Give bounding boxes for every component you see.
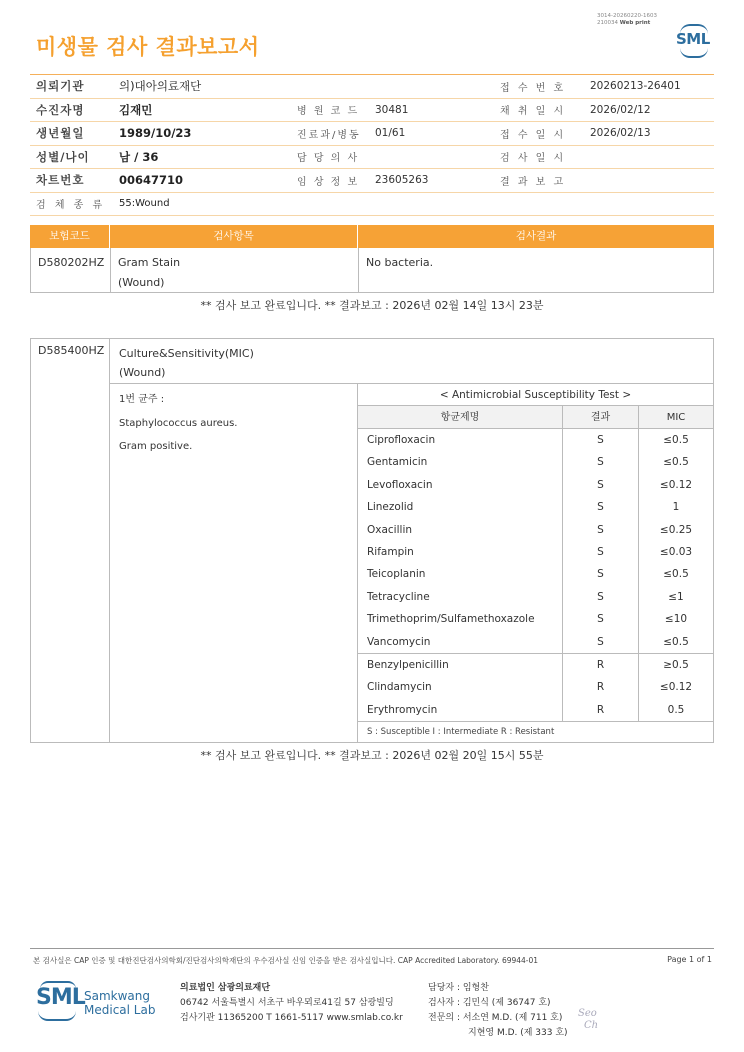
info-label-3: 채 취 일 시 — [500, 106, 566, 118]
test-item — [111, 248, 359, 292]
results-header — [30, 225, 714, 248]
logo-name-2: Medical Lab — [84, 1003, 156, 1017]
ast-drug: Levofloxacin — [358, 474, 563, 496]
header-result: 검사결과 — [515, 230, 557, 242]
ast-drug: Benzylpenicillin — [358, 654, 563, 676]
samkwang-logo-mark: SML — [36, 985, 85, 1010]
lab-address — [180, 981, 403, 1026]
ast-table — [358, 384, 713, 742]
info-value: 의)대아의료재단 — [119, 79, 202, 94]
ast-mic: ≤0.12 — [659, 681, 693, 694]
ast-result: S — [563, 586, 639, 608]
info-value-2: 23605263 — [375, 174, 429, 187]
ast-header-drug: 항균제명 — [358, 406, 563, 428]
info-label-3: 접 수 일 시 — [500, 129, 566, 141]
ast-mic: ≤0.5 — [663, 434, 689, 446]
info-value-3: 2026/02/13 — [590, 127, 651, 140]
info-label-2: 병 원 코 드 — [297, 106, 360, 118]
footer-accreditation: 본 검사실은 CAP 인증 및 대한진단검사의학회/진단검사의학재단의 우수검사실 신임 인증을 받은 검사실입니다. CAP Accredited Laboratory. 69944-01 — [33, 956, 539, 965]
info-label-3: 검 사 일 시 — [500, 153, 566, 165]
ast-mic: ≤1 — [668, 590, 684, 603]
patient-info-table — [30, 74, 714, 216]
staff-tester: 검사자 : 김민식 (제 36747 호) — [428, 998, 551, 1008]
ast-drug: Oxacillin — [358, 519, 563, 541]
organism-info — [110, 384, 358, 742]
doc-id-line2a: 210034 — [597, 20, 618, 26]
gram-stain-row — [30, 248, 714, 293]
ast-drug: Gentamicin — [358, 451, 563, 473]
info-value-2: 30481 — [375, 103, 409, 116]
gram-stain-table — [30, 225, 714, 293]
info-value: 남 / 36 — [119, 149, 159, 164]
staff-specialist-1: 전문의 : 서소연 M.D. (제 711 호) — [428, 1013, 563, 1023]
info-row — [30, 75, 714, 99]
footer-divider — [30, 948, 714, 949]
culture-item — [110, 339, 713, 384]
ast-drug: Tetracycline — [358, 586, 563, 608]
ast-header — [358, 406, 713, 429]
report-complete-note-1: ** 검사 보고 완료입니다. ** 결과보고 : 2026년 02월 14일 13시 23분 — [200, 299, 544, 312]
page-number: Page 1 of 1 — [667, 955, 712, 964]
organism-name: Staphylococcus aureus. — [119, 417, 238, 429]
ast-drug: Trimethoprim/Sulfamethoxazole — [358, 608, 563, 630]
info-row — [30, 122, 714, 146]
test-item-specimen: (Wound) — [118, 276, 165, 289]
info-label-3: 결 과 보 고 — [500, 176, 566, 188]
info-label-3: 접 수 번 호 — [500, 82, 566, 94]
info-label-2: 임 상 정 보 — [297, 176, 360, 188]
doc-id-line1: 3014-20260220-1603 — [597, 13, 657, 19]
info-label: 성별/나이 — [36, 149, 90, 164]
address: 06742 서울특별시 서초구 바우뫼로41길 57 삼광빌딩 — [180, 998, 394, 1008]
info-label: 차트번호 — [36, 173, 85, 188]
ast-result: S — [563, 451, 639, 473]
ast-row — [358, 451, 713, 473]
info-value-3: 2026/02/12 — [590, 103, 651, 116]
info-label: 생년월일 — [36, 126, 85, 141]
info-value: 1989/10/23 — [119, 126, 192, 141]
ast-row — [358, 586, 713, 608]
ast-title: < Antimicrobial Susceptibility Test > — [358, 384, 713, 406]
ast-mic: ≤0.5 — [663, 456, 689, 469]
ast-mic: ≤0.5 — [663, 635, 689, 648]
signature-1: Seo — [578, 1008, 597, 1019]
test-code: D580202HZ — [31, 248, 111, 292]
ast-drug: Linezolid — [358, 496, 563, 518]
sml-logo — [674, 24, 714, 64]
info-value: 김재민 — [119, 102, 153, 117]
ast-row — [358, 654, 713, 676]
ast-header-mic: MIC — [666, 412, 686, 423]
ast-mic: ≤0.5 — [663, 568, 689, 581]
culture-table — [30, 338, 714, 743]
signature-2: Ch — [584, 1020, 599, 1031]
culture-item-name: Culture&Sensitivity(MIC) — [119, 347, 254, 360]
header-item: 검사항목 — [110, 225, 358, 248]
ast-result: S — [563, 608, 639, 630]
contact: 검사기관 11365200 T 1661-5117 www.smlab.co.kr — [180, 1013, 403, 1023]
ast-result: S — [563, 563, 639, 585]
ast-result: R — [563, 654, 639, 676]
ast-mic: ≤0.03 — [659, 545, 693, 558]
organism-gram: Gram positive. — [119, 441, 193, 452]
ast-drug: Ciprofloxacin — [358, 429, 563, 451]
ast-row — [358, 631, 713, 653]
ast-group-resistant — [358, 653, 713, 721]
info-label: 검 체 종 류 — [36, 200, 106, 212]
ast-header-result: 결과 — [563, 406, 639, 428]
doc-id-line2b: Web print — [619, 20, 651, 26]
culture-item-specimen: (Wound) — [119, 366, 166, 379]
sml-logo-text: SML — [676, 30, 710, 48]
staff-manager: 담당자 : 임형찬 — [428, 983, 489, 993]
header-code: 보험코드 — [30, 225, 110, 248]
ast-row — [358, 608, 713, 630]
ast-mic: 1 — [672, 501, 680, 514]
ast-row — [358, 519, 713, 541]
ast-result: S — [563, 519, 639, 541]
info-value-2: 01/61 — [375, 127, 406, 140]
ast-drug: Vancomycin — [358, 631, 563, 653]
ast-row — [358, 429, 713, 451]
ast-row — [358, 541, 713, 563]
ast-drug: Clindamycin — [358, 676, 563, 698]
ast-row — [358, 474, 713, 496]
ast-mic: ≤0.25 — [659, 523, 693, 536]
ast-mic: ≥0.5 — [663, 658, 689, 671]
report-complete-note-2: ** 검사 보고 완료입니다. ** 결과보고 : 2026년 02월 20일 15시 55분 — [200, 749, 544, 762]
info-value: 00647710 — [119, 173, 184, 188]
info-row — [30, 193, 714, 217]
info-row — [30, 99, 714, 123]
ast-legend: S : Susceptible I : Intermediate R : Resistant — [358, 721, 713, 742]
ast-mic: ≤0.12 — [659, 478, 693, 491]
organism-label: 1번 균주 : — [119, 394, 165, 405]
ast-drug: Erythromycin — [358, 699, 563, 721]
staff-specialist-2: 지현영 M.D. (제 333 호) — [468, 1028, 568, 1038]
ast-result: R — [563, 676, 639, 698]
ast-result: S — [563, 474, 639, 496]
ast-result: R — [563, 699, 639, 721]
ast-result: S — [563, 541, 639, 563]
logo-name-1: Samkwang — [84, 989, 150, 1003]
ast-drug: Rifampin — [358, 541, 563, 563]
culture-code: D585400HZ — [31, 339, 110, 742]
ast-result: S — [563, 631, 639, 653]
info-row — [30, 169, 714, 193]
info-label-2: 진료과/병동 — [297, 129, 361, 141]
info-label: 수진자명 — [36, 102, 85, 117]
info-label: 의뢰기관 — [36, 79, 85, 94]
ast-row — [358, 699, 713, 721]
ast-drug: Teicoplanin — [358, 563, 563, 585]
ast-row — [358, 563, 713, 585]
ast-result: S — [563, 429, 639, 451]
info-row — [30, 146, 714, 170]
ast-mic: 0.5 — [667, 703, 685, 716]
ast-result: S — [563, 496, 639, 518]
document-id — [597, 13, 667, 27]
signature — [578, 1008, 598, 1032]
info-value: 55:Wound — [119, 198, 170, 210]
test-result: No bacteria. — [366, 256, 434, 269]
test-item-name: Gram Stain — [118, 256, 181, 269]
info-value-3: 20260213-26401 — [590, 80, 681, 93]
ast-group-susceptible — [358, 429, 713, 653]
info-label-2: 담 당 의 사 — [297, 153, 360, 165]
staff-list — [428, 981, 568, 1041]
page-title: 미생물 검사 결과보고서 — [36, 35, 260, 59]
ast-row — [358, 496, 713, 518]
org-name: 의료법인 삼광의료재단 — [180, 983, 271, 993]
ast-row — [358, 676, 713, 698]
ast-mic: ≤10 — [664, 613, 688, 626]
